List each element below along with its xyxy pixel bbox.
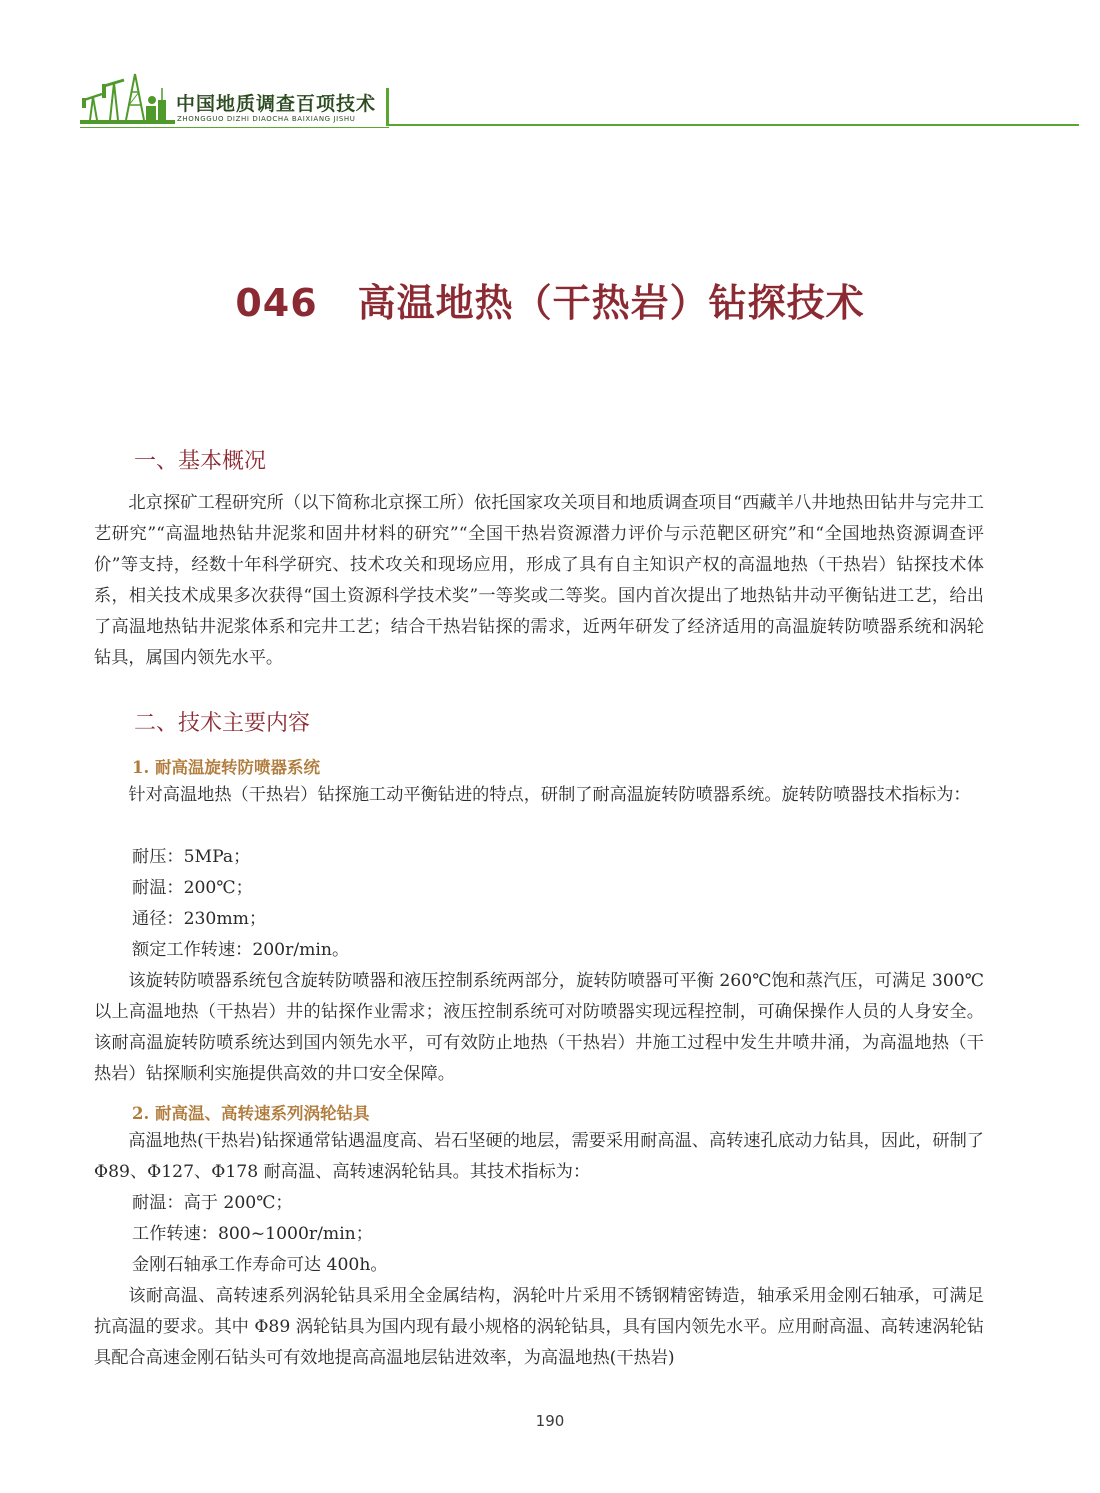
title-text: 高温地热（干热岩）钻探技术	[357, 281, 865, 325]
brand-name-pinyin: ZHONGGUO DIZHI DIAOCHA BAIXIANG JISHU	[177, 115, 356, 123]
title-number: 046	[235, 281, 318, 325]
header-rule	[386, 124, 1079, 126]
turbodrill-body-paragraph: 该耐高温、高转速系列涡轮钻具采用全金属结构，涡轮叶片采用不锈钢精密铸造，轴承采用金刚石轴承，可满足抗高温的要求。其中 Φ89 涡轮钻具为国内现有最小规格的涡轮钻具，具有国内领先水平。应用耐高温、高转速涡轮钻具配合高速金刚石钻头可有效地提高高温地层钻进效率，为高温地热(干热岩)	[94, 1286, 984, 1368]
bop-spec-bore: 通径：230mm；	[132, 909, 267, 929]
subsection-heading-turbodrill: 2. 耐高温、高转速系列涡轮钻具	[132, 1104, 370, 1123]
bop-spec-temperature: 耐温：200℃；	[132, 878, 253, 898]
running-header	[80, 70, 1100, 130]
bop-body-paragraph: 该旋转防喷器系统包含旋转防喷器和液压控制系统两部分，旋转防喷器可平衡 260℃饱和蒸汽压，可满足 300℃以上高温地热（干热岩）井的钻探作业需求；液压控制系统可对防喷器实现远程控制，可确保操作人员的人身安全。该耐高温旋转防喷系统达到国内领先水平，可有效防止地热（干热岩）井施工过程中发生井喷井涌，为高温地热（干热岩）钻探顺利实施提供高效的井口安全保障。	[94, 971, 984, 1084]
subsection-heading-bop: 1. 耐高温旋转防喷器系统	[132, 758, 320, 777]
bop-intro-paragraph: 针对高温地热（干热岩）钻探施工动平衡钻进的特点，研制了耐高温旋转防喷器系统。旋转防喷器技术指标为：	[128, 785, 971, 805]
turbodrill-spec-speed: 工作转速：800~1000r/min；	[132, 1224, 373, 1244]
bop-spec-speed: 额定工作转速：200r/min。	[132, 940, 350, 960]
page-number: 190	[535, 1412, 565, 1430]
page-title	[0, 272, 1100, 327]
turbodrill-spec-temperature: 耐温：高于 200℃；	[132, 1193, 293, 1213]
turbodrill-intro-paragraph: 高温地热(干热岩)钻探通常钻遇温度高、岩石坚硬的地层，需要采用耐高温、高转速孔底动力钻具，因此，研制了 Φ89、Φ127、Φ178 耐高温、高转速涡轮钻具。其技术指标为：	[94, 1131, 984, 1182]
section-heading-overview: 一、基本概况	[134, 449, 267, 474]
oil-derrick-logo-icon	[80, 70, 175, 128]
section-heading-main-content: 二、技术主要内容	[134, 711, 311, 736]
header-rule-thin	[80, 127, 389, 128]
bop-spec-pressure: 耐压：5MPa；	[132, 847, 251, 867]
turbodrill-spec-bearing-life: 金刚石轴承工作寿命可达 400h。	[132, 1255, 388, 1275]
overview-paragraph: 北京探矿工程研究所（以下简称北京探工所）依托国家攻关项目和地质调查项目“西藏羊八井地热田钻井与完井工艺研究”“高温地热钻井泥浆和固井材料的研究”“全国干热岩资源潜力评价与示范靶区研究”和“全国地热资源调查评价”等支持，经数十年科学研究、技术攻关和现场应用，形成了具有自主知识产权的高温地热（干热岩）钻探技术体系，相关技术成果多次获得“国土资源科学技术奖”一等奖或二等奖。国内首次提出了地热钻井动平衡钻进工艺，给出了高温地热钻井泥浆体系和完井工艺；结合干热岩钻探的需求，近两年研发了经济适用的高温旋转防喷器系统和涡轮钻具，属国内领先水平。	[94, 493, 984, 668]
header-divider	[386, 88, 389, 126]
brand-name: 中国地质调查百项技术	[176, 93, 377, 115]
